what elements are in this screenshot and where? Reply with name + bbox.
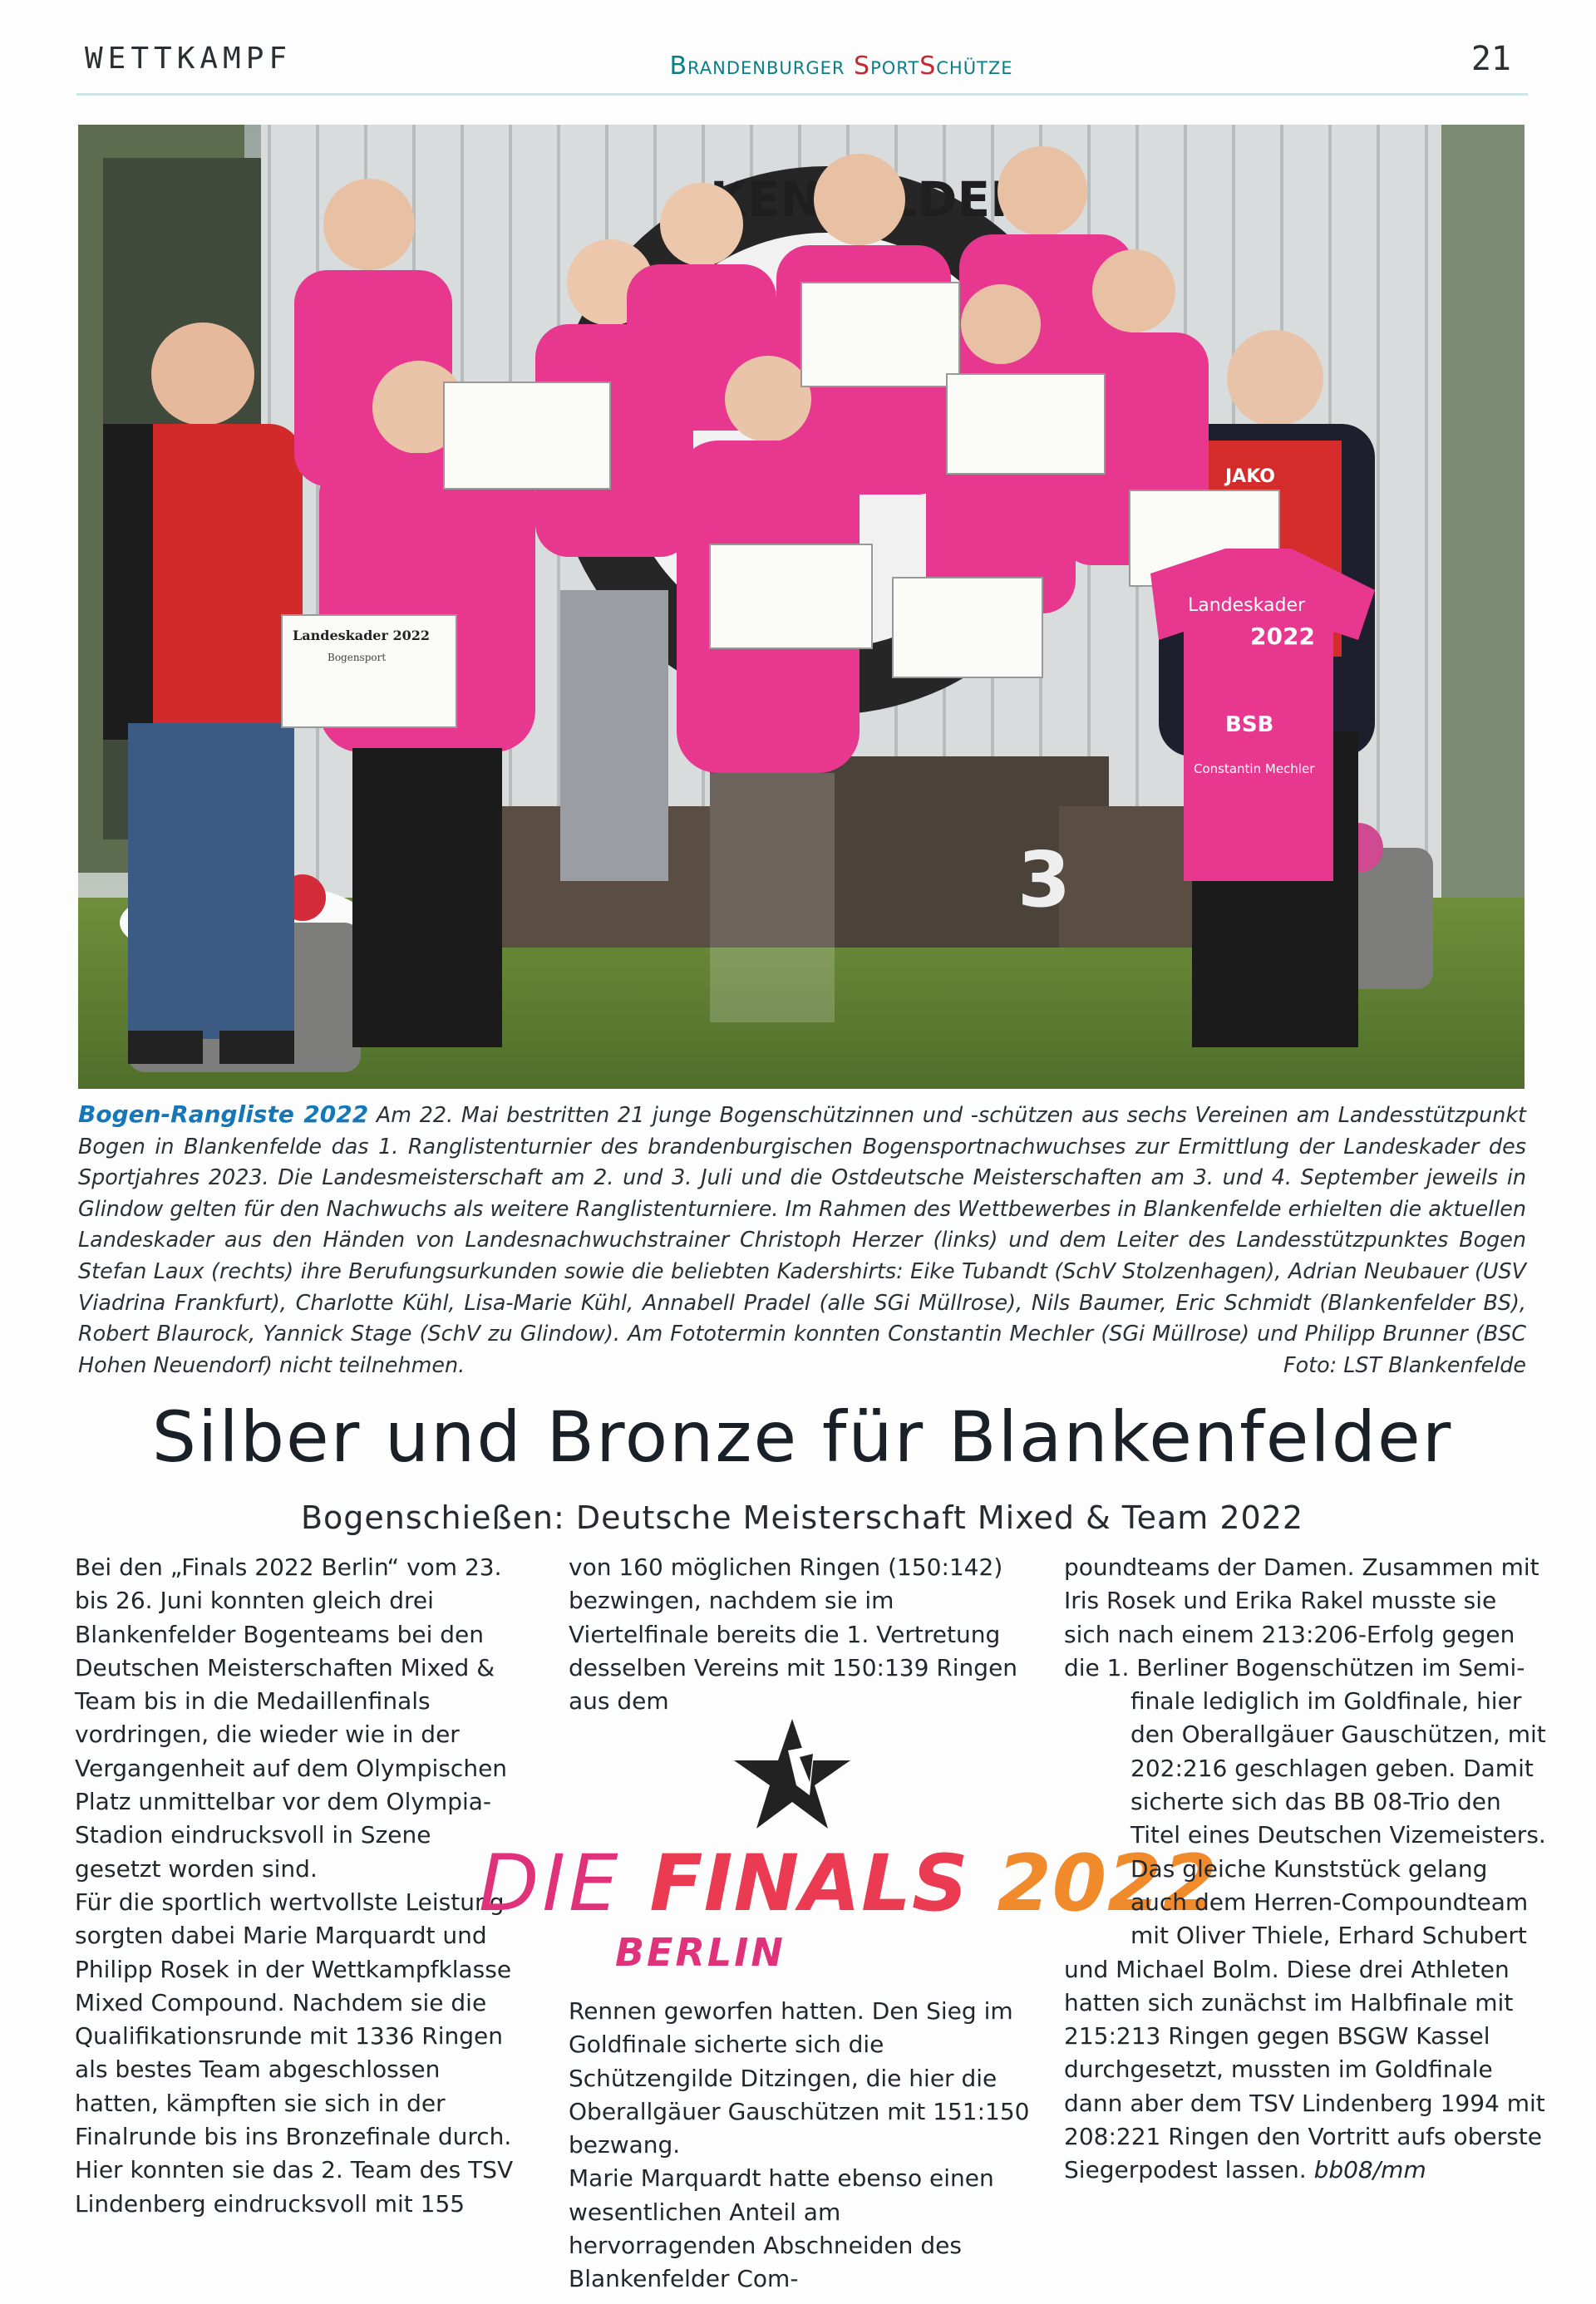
article-paragraph: Rennen geworfen hatten. Den Sieg im Goldfinale sicherte sich die Schützengilde Ditzingen, die hier die Oberallgäuer Gauschützen mit 151:150 bezwang.: [569, 1997, 1030, 2159]
article-paragraph: Bei den „Finals 2022 Berlin“ vom 23. bis 26. Juni konnten gleich drei Blankenfelder Bogenteams bei den Deutschen Meisterschaften Mixed & Team bis in die Medaillenfinals vordringen, die wieder wie in der Vergangenheit auf dem Olympischen Platz unmittelbar vor dem Olympia-Stadion eindrucksvoll in Szene gesetzt worden sind.: [75, 1553, 508, 1883]
logo-die: DIE: [479, 1839, 650, 1929]
article-column-1: [75, 1551, 524, 2221]
shirt-line4: Constantin Mechler: [1194, 761, 1315, 776]
magazine-title-red-s2: S: [919, 52, 937, 81]
article-paragraph: von 160 möglichen Ringen (150:142) bezwingen, nachdem sie im Viertelfinale bereits die 1. Vertretung desselben Vereins mit 150:139 Ringen aus dem: [569, 1553, 1018, 1716]
article-column-2-bottom: [569, 1995, 1034, 2297]
article-subline: Bogenschießen: Deutsche Meisterschaft Mixed & Team 2022: [300, 1499, 1304, 1536]
magazine-title: [592, 52, 1091, 81]
photo-caption: [78, 1099, 1526, 1381]
team-photo-illustration: [78, 125, 1525, 1089]
finals-star-icon: [730, 1712, 855, 1837]
magazine-title-part1: Brandenburger: [669, 52, 855, 81]
jacket-brand-text: JAKO: [1225, 466, 1275, 487]
page-header: [76, 28, 1528, 100]
article-column-2-top: [569, 1551, 1034, 1718]
finals-logo: [466, 1712, 1218, 1978]
article-paragraph: [1064, 1953, 1546, 2188]
caption-lead: Bogen-Rangliste 2022: [78, 1100, 369, 1128]
photo-credit: Foto: LST Blankenfelde: [1283, 1351, 1526, 1377]
logo-year: 2022: [997, 1839, 1218, 1929]
magazine-title-red-s1: S: [854, 52, 871, 81]
caption-text: Am 22. Mai bestritten 21 junge Bogenschützinnen und -schützen aus sechs Vereinen am Landesstützpunkt Bogen in Blankenfelde das 1. Ranglistenturnier des brandenburgischen Bogensportnachwuchses zur Ermittlung der Landeskader des Sportjahres 2023. Die Landesmeisterschaft am 2. und 3. Juli und die Ostdeutsche Meisterschaften am 3. und 4. September jeweils in Glindow gelten für den Nachwuchs als weitere Ranglistenturniere. Im Rahmen des Wettbewerbes in Blankenfelde erhielten die aktuellen Landeskader aus den Händen von Landesnachwuchstrainer Christoph Herzer (links) und dem Leiter des Landesstützpunktes Bogen Stefan Laux (rechts) ihre Berufungsurkunden sowie die beliebten Kadershirts: Eike Tubandt (SchV Stolzenhagen), Adrian Neubauer (USV Viadrina Frankfurt), Charlotte Kühl, Lisa-Marie Kühl, Annabell Pradel (alle SGi Müllrose), Nils Baumer, Eric Schmidt (Blankenfelder BS), Robert Blaurock, Yannick Stage (SchV zu Glindow). Am Fototermin konnten Constantin Mechler (SGi Müllrose) und Philipp Brunner (BSC Hohen Neuendorf) nicht teilnehmen.: [78, 1102, 1527, 1377]
page-number: 21: [1470, 40, 1511, 78]
shirt-line3: BSB: [1225, 712, 1274, 737]
person-coach-left: [103, 322, 303, 1064]
section-label: WETTKAMPF: [85, 42, 293, 76]
article-paragraph: Das gleiche Kunststück gelang auch dem Herren-Compoundteam mit Oliver Thiele, Erhard Schubert: [1130, 1854, 1529, 1950]
certificate-title: Landeskader 2022: [293, 628, 430, 643]
header-rule: [76, 93, 1528, 96]
logo-finals: FINALS: [649, 1839, 998, 1929]
article-headline: Silber und Bronze für Blankenfelder: [151, 1396, 1453, 1478]
podium-number-3: 3: [1017, 835, 1071, 924]
magazine-title-part2: port: [870, 52, 920, 81]
team-photo: [78, 125, 1525, 1089]
author-signature: bb08/mm: [1313, 2156, 1426, 2184]
article-paragraph: finale lediglich im Goldfinale, hier den Oberallgäuer Gauschützen, mit 202:216 geschlagen geben. Damit sicherte sich das BB 08-Trio den Titel eines Deutschen Vizemeisters.: [1130, 1687, 1546, 1849]
logo-city: BERLIN: [615, 1930, 786, 1975]
article-paragraph: Für die sportlich wertvollste Leistung sorgten dabei Marie Marquardt und Philipp Rosek in der Wettkampfklasse Mixed Compound. Nachdem sie die Qualifikationsrunde mit 1336 Ringen als bestes Team abgeschlossen hatten, kämpften sie sich in der Finalrunde bis ins Bronzefinale durch. Hier konnten sie das 2. Team des TSV Lindenberg eindrucksvoll mit 155: [75, 1888, 514, 2218]
shirt-line2: 2022: [1250, 623, 1315, 650]
article-column-3: [1064, 1551, 1546, 2188]
article-paragraph: poundteams der Damen. Zusammen mit Iris Rosek und Erika Rakel musste sie sich nach einem 213:206-Erfolg gegen die 1. Berliner Bogenschützen im Semi-: [1064, 1553, 1539, 1681]
shirt-line1: Landeskader: [1188, 595, 1306, 616]
article-paragraph: Marie Marquardt hatte ebenso einen wesentlichen Anteil am hervorragenden Abschneiden des Blankenfelder Com-: [569, 2164, 994, 2293]
magazine-title-part3: chütze: [936, 52, 1013, 81]
certificate-subtitle: Bogensport: [328, 652, 387, 663]
article-text: und Michael Bolm. Diese drei Athleten hatten sich zunächst im Halbfinale mit 215:213 Ringen gegen BSGW Kassel durchgesetzt, mussten im Goldfinale dann aber dem TSV Lindenberg 1994 mit 208:221 Ringen den Vortritt aufs oberste Siegerpodest lassen.: [1064, 1955, 1545, 2184]
